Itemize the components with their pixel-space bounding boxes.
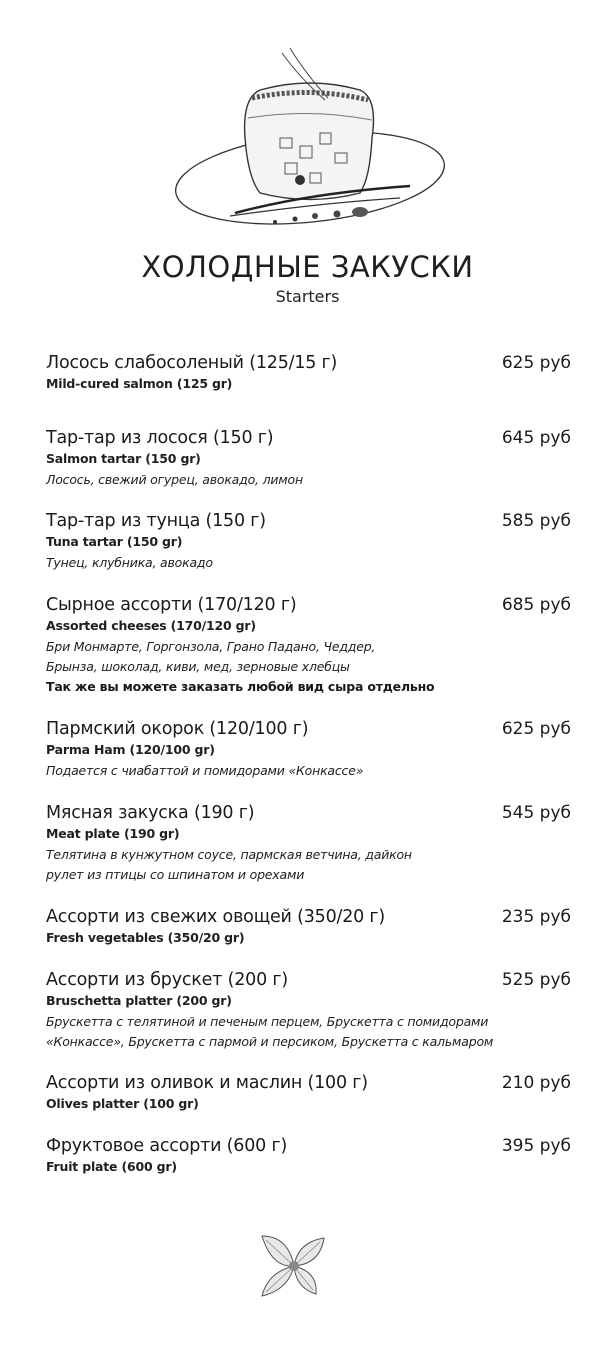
menu-item	[46, 428, 571, 511]
item-name-en: Assorted cheeses (170/120 gr)	[46, 618, 256, 633]
menu-list	[46, 353, 571, 1186]
item-name: Ассорти из оливок и маслин (100 г)	[46, 1073, 368, 1093]
menu-item	[46, 1073, 571, 1136]
item-price: 235 руб	[501, 907, 571, 927]
item-price: 625 руб	[501, 353, 571, 373]
item-price: 625 руб	[501, 719, 571, 739]
item-name: Сырное ассорти (170/120 г)	[46, 595, 297, 615]
item-price: 585 руб	[501, 511, 571, 531]
item-name: Тар-тар из лосося (150 г)	[46, 428, 274, 448]
item-name-en: Fruit plate (600 gr)	[46, 1159, 177, 1174]
item-description: Подается с чиабаттой и помидорами «Конкассе»	[46, 763, 364, 778]
item-price: 685 руб	[501, 595, 571, 615]
item-name-en: Parma Ham (120/100 gr)	[46, 742, 215, 757]
item-description: Телятина в кунжутном соусе, пармская ветчина, дайкон рулет из птицы со шпинатом и орехами	[46, 847, 412, 882]
item-description: Брускетта с телятиной и печеным перцем, Брускетта с помидорами «Конкассе», Брускетта с пармой и персиком, Брускетта с кальмаром	[46, 1014, 494, 1049]
item-name: Мясная закуска (190 г)	[46, 803, 255, 823]
item-description: Тунец, клубника, авокадо	[46, 555, 213, 570]
section-subtitle: Starters	[275, 287, 340, 306]
item-price: 395 руб	[501, 1136, 571, 1156]
item-name-en: Fresh vegetables (350/20 gr)	[46, 930, 245, 945]
item-price: 210 руб	[501, 1073, 571, 1093]
item-price: 545 руб	[501, 803, 571, 823]
item-name: Ассорти из брускет (200 г)	[46, 970, 288, 990]
item-name-en: Mild-cured salmon (125 gr)	[46, 376, 233, 391]
item-name-en: Olives platter (100 gr)	[46, 1096, 199, 1111]
menu-item	[46, 907, 571, 970]
item-name: Тар-тар из тунца (150 г)	[46, 511, 266, 531]
basil-leaves-illustration	[258, 1232, 328, 1300]
item-name: Лосось слабосоленый (125/15 г)	[46, 353, 338, 373]
item-price: 645 руб	[501, 428, 571, 448]
section-title: ХОЛОДНЫЕ ЗАКУСКИ	[141, 250, 474, 284]
item-name-en: Salmon tartar (150 gr)	[46, 451, 201, 466]
menu-item	[46, 511, 571, 595]
item-name: Ассорти из свежих овощей (350/20 г)	[46, 907, 386, 927]
menu-item	[46, 719, 571, 803]
menu-item	[46, 1136, 571, 1186]
item-name-en: Bruschetta platter (200 gr)	[46, 993, 232, 1008]
menu-item	[46, 803, 571, 907]
item-name-en: Meat plate (190 gr)	[46, 826, 180, 841]
item-note: Так же вы можете заказать любой вид сыра отдельно	[46, 679, 435, 694]
tartare-plate-illustration	[160, 28, 460, 228]
menu-item	[46, 353, 571, 428]
menu-item	[46, 970, 571, 1073]
item-name: Фруктовое ассорти (600 г)	[46, 1136, 288, 1156]
item-name: Пармский окорок (120/100 г)	[46, 719, 309, 739]
item-name-en: Tuna tartar (150 gr)	[46, 534, 183, 549]
item-price: 525 руб	[501, 970, 571, 990]
item-description: Лосось, свежий огурец, авокадо, лимон	[46, 472, 303, 487]
menu-item	[46, 595, 571, 719]
item-description: Бри Монмарте, Горгонзола, Грано Падано, Чеддер, Брынза, шоколад, киви, мед, зерновые хлебцы	[46, 639, 376, 674]
